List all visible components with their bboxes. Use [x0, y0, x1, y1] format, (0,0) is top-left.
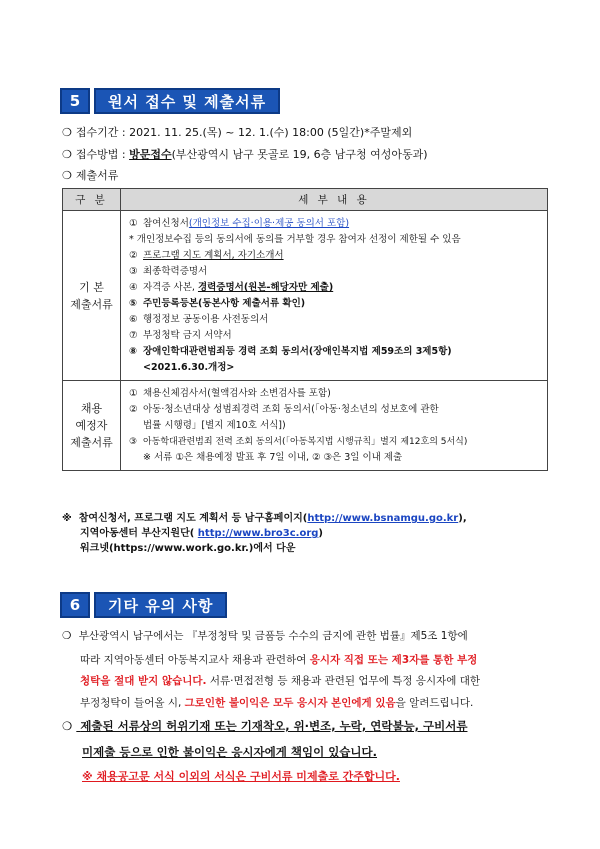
- submission-deadline-note: ※ 서류 ①은 채용예정 발표 후 7일 이내, ② ③은 3일 이내 제출: [143, 452, 403, 463]
- receipt-period-value: 2021. 11. 25.(목) ~ 12. 1.(수) 18:00 (5일간)*주말제외: [129, 126, 413, 139]
- list-item-cont: 법률 시행령」[별지 제10호 서식]): [143, 420, 286, 431]
- receipt-period: [62, 124, 412, 140]
- list-item-revision: <2021.6.30.개정>: [143, 362, 235, 373]
- submission-docs-label: ❍ 제출서류: [62, 169, 119, 182]
- list-item: ① 참여신청서(개인정보 수집·이용·제공 동의서 포함): [129, 218, 350, 229]
- notice-paragraph-1-line-3: 청탁을 절대 받지 않습니다. 서류·면접전형 등 채용과 관련된 업무에 특정 응시자에 대한: [80, 675, 481, 687]
- notice-paragraph-2-line-1: ❍ 제출된 서류상의 허위기재 또는 기재착오, 위·변조, 누락, 연락불능, 구비서류: [62, 719, 468, 733]
- category-prospective: 채용 예정자 제출서류: [63, 381, 121, 471]
- table-row-prospective: [63, 381, 548, 471]
- list-item: ⑥ 행정정보 공동이용 사전동의서: [129, 314, 269, 325]
- list-item: ① 채용신체검사서(혈액검사와 소변검사를 포함): [129, 388, 331, 399]
- category-basic: 기 본 제출서류: [63, 211, 121, 381]
- list-item: ④ 자격증 사본, 경력증명서(원본-해당자만 제출): [129, 282, 334, 293]
- section-6-header: [60, 592, 227, 618]
- receipt-method-value: 방문접수: [129, 148, 172, 161]
- receipt-method-address: (부산광역시 남구 못골로 19, 6층 남구청 여성아동과): [171, 148, 428, 161]
- notice-paragraph-2-line-2: 미제출 등으로 인한 불이익은 응시자에게 책임이 있습니다.: [82, 745, 378, 759]
- bullet-icon: ❍: [62, 169, 72, 182]
- notice-paragraph-1-line-4: 부정청탁이 들어올 시, 그로인한 불이익은 모두 응시자 본인에게 있음을 알려드립니다.: [80, 697, 474, 709]
- list-item: ② 아동·청소년대상 성범죄경력 조회 동의서(「아동·청소년의 성보호에 관한: [129, 404, 439, 415]
- list-item: ⑧ 장애인학대관련범죄등 경력 조회 동의서(장애인복지법 제59조의 3제5항): [129, 346, 452, 357]
- list-item: ⑦ 부정청탁 금지 서약서: [129, 330, 232, 341]
- bro3c-link[interactable]: http://www.bro3c.org: [197, 528, 319, 539]
- section-6-number: 6: [60, 592, 90, 618]
- receipt-method-label: 접수방법 :: [75, 148, 130, 161]
- table-row-basic: [63, 211, 548, 381]
- bullet-icon: ❍: [62, 630, 72, 642]
- basic-items: [121, 211, 548, 381]
- bullet-icon: ❍: [62, 148, 72, 161]
- download-footnote: ※ 참여신청서, 프로그램 지도 계획서 등 남구홈페이지(http://www.bsnamgu.go.kr), 지역아동센터 부산지원단( http://www.bro3c.org) 워크넷(https://www.work.go.kr.)에서 다운: [62, 513, 467, 554]
- form-warning: ※ 채용공고문 서식 이외의 서식은 구비서류 미제출로 간주합니다.: [82, 770, 400, 783]
- namgu-homepage-link[interactable]: http://www.bsnamgu.go.kr: [307, 513, 459, 524]
- receipt-method: [62, 146, 428, 162]
- list-item: ③ 최종학력증명서: [129, 266, 208, 277]
- section-5-title: 원서 접수 및 제출서류: [94, 88, 280, 114]
- list-item-note: * 개인정보수집 등의 동의서에 동의를 거부할 경우 참여자 선정이 제한될 수 있음: [129, 234, 461, 245]
- header-details: 세 부 내 용: [121, 189, 548, 211]
- bullet-icon: ❍: [62, 126, 72, 139]
- worknet-line: 워크넷(https://www.work.go.kr.)에서 다운: [80, 543, 296, 554]
- prospective-items: [121, 381, 548, 471]
- section-5-header: [60, 88, 280, 114]
- list-item: ② 프로그램 지도 계획서, 자기소개서: [129, 250, 284, 261]
- notice-paragraph-1-line-1: ❍ 부산광역시 남구에서는 『부정청탁 및 금품등 수수의 금지에 관한 법률』제5조 1항에: [62, 630, 468, 642]
- header-category: 구 분: [63, 189, 121, 211]
- submission-docs-table: [62, 188, 548, 471]
- list-item: ③ 아동학대관련범죄 전력 조회 동의서(「아동복지법 시행규칙」별지 제12호의 5서식): [129, 437, 468, 447]
- footnote-mark: ※: [62, 513, 72, 524]
- notice-paragraph-1-line-2: 따라 지역아동센터 아동복지교사 채용과 관련하여 응시자 직접 또는 제3자를 통한 부정: [80, 654, 478, 666]
- receipt-period-label: 접수기간 :: [75, 126, 130, 139]
- list-item: ⑤ 주민등록등본(동본사항 제출서류 확인): [129, 298, 306, 309]
- section-6-title: 기타 유의 사항: [94, 592, 227, 618]
- bullet-icon: ❍: [62, 719, 73, 733]
- section-5-number: 5: [60, 88, 90, 114]
- table-header-row: [63, 189, 548, 211]
